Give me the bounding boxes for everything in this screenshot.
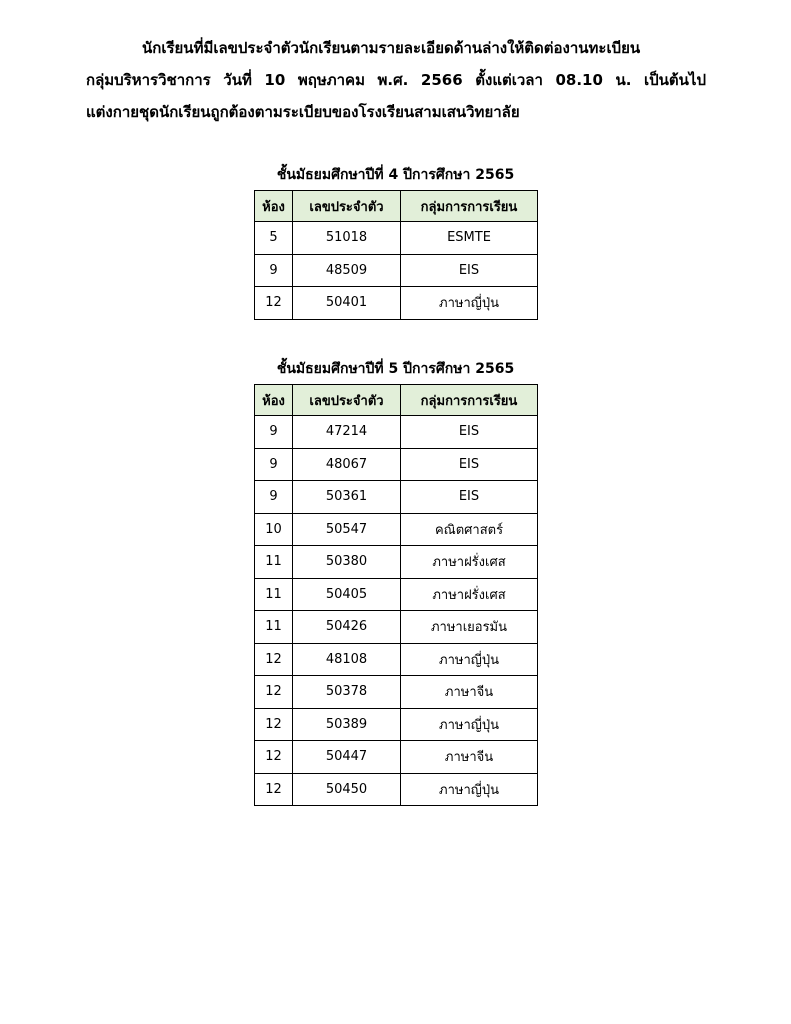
cell-room: 12 [255,741,293,774]
table-row [255,287,538,320]
table-row [255,676,538,709]
cell-student-id: 51018 [293,222,401,255]
cell-group: ภาษาญี่ปุ่น [401,773,538,806]
cell-student-id: 48108 [293,643,401,676]
announcement-line-3: แต่งกายชุดนักเรียนถูกต้องตามระเบียบของโรงเรียนสามเสนวิทยาลัย [86,103,520,121]
cell-student-id: 50450 [293,773,401,806]
table-row [255,708,538,741]
cell-room: 11 [255,611,293,644]
table-row [255,546,538,579]
grade4-caption: ชั้นมัธยมศึกษาปีที่ 4 ปีการศึกษา 2565 [276,167,515,183]
table-row [255,611,538,644]
header-room: ห้อง [255,191,293,222]
cell-room: 12 [255,287,293,320]
cell-group: EIS [401,448,538,481]
cell-student-id: 50401 [293,287,401,320]
cell-group: ภาษาฝรั่งเศส [401,578,538,611]
cell-student-id: 50405 [293,578,401,611]
cell-room: 12 [255,708,293,741]
table-row [255,254,538,287]
cell-room: 10 [255,513,293,546]
cell-student-id: 50447 [293,741,401,774]
cell-room: 11 [255,578,293,611]
cell-group: ภาษาจีน [401,741,538,774]
table-row [255,643,538,676]
grade4-table [254,190,538,320]
cell-student-id: 50389 [293,708,401,741]
cell-room: 9 [255,448,293,481]
cell-student-id: 50547 [293,513,401,546]
table-row [255,448,538,481]
cell-group: ภาษาจีน [401,676,538,709]
cell-group: คณิตศาสตร์ [401,513,538,546]
grade5-section [254,354,537,806]
announcement-line-1: นักเรียนที่มีเลขประจำตัวนักเรียนตามรายละเอียดด้านล่างให้ติดต่องานทะเบียน [142,39,641,57]
cell-group: EIS [401,481,538,514]
table-row [255,416,538,449]
cell-room: 5 [255,222,293,255]
table-row [255,513,538,546]
cell-group: ภาษาญี่ปุ่น [401,287,538,320]
cell-student-id: 50380 [293,546,401,579]
grade5-caption: ชั้นมัธยมศึกษาปีที่ 5 ปีการศึกษา 2565 [276,361,515,377]
cell-group: ภาษาเยอรมัน [401,611,538,644]
cell-student-id: 50361 [293,481,401,514]
cell-student-id: 50426 [293,611,401,644]
cell-room: 12 [255,643,293,676]
cell-group: ภาษาญี่ปุ่น [401,708,538,741]
header-group: กลุ่มการการเรียน [401,191,538,222]
announcement-paragraph [86,32,706,128]
grade4-section [254,160,537,320]
cell-group: EIS [401,416,538,449]
grade5-table [254,384,538,806]
table-row [255,578,538,611]
cell-room: 11 [255,546,293,579]
cell-room: 12 [255,773,293,806]
cell-student-id: 48509 [293,254,401,287]
cell-student-id: 48067 [293,448,401,481]
cell-group: EIS [401,254,538,287]
cell-room: 9 [255,416,293,449]
cell-group: ภาษาฝรั่งเศส [401,546,538,579]
cell-room: 9 [255,481,293,514]
header-student-id: เลขประจำตัว [293,191,401,222]
table-row [255,481,538,514]
cell-group: ภาษาญี่ปุ่น [401,643,538,676]
cell-group: ESMTE [401,222,538,255]
table-row [255,222,538,255]
header-group: กลุ่มการการเรียน [401,385,538,416]
table-header-row [255,385,538,416]
cell-room: 9 [255,254,293,287]
table-header-row [255,191,538,222]
announcement-line-2: กลุ่มบริหารวิชาการ วันที่ 10 พฤษภาคม พ.ศ. 2566 ตั้งแต่เวลา 08.10 น. เป็นต้นไป [86,71,706,89]
header-room: ห้อง [255,385,293,416]
cell-student-id: 50378 [293,676,401,709]
cell-room: 12 [255,676,293,709]
table-row [255,741,538,774]
header-student-id: เลขประจำตัว [293,385,401,416]
cell-student-id: 47214 [293,416,401,449]
table-row [255,773,538,806]
